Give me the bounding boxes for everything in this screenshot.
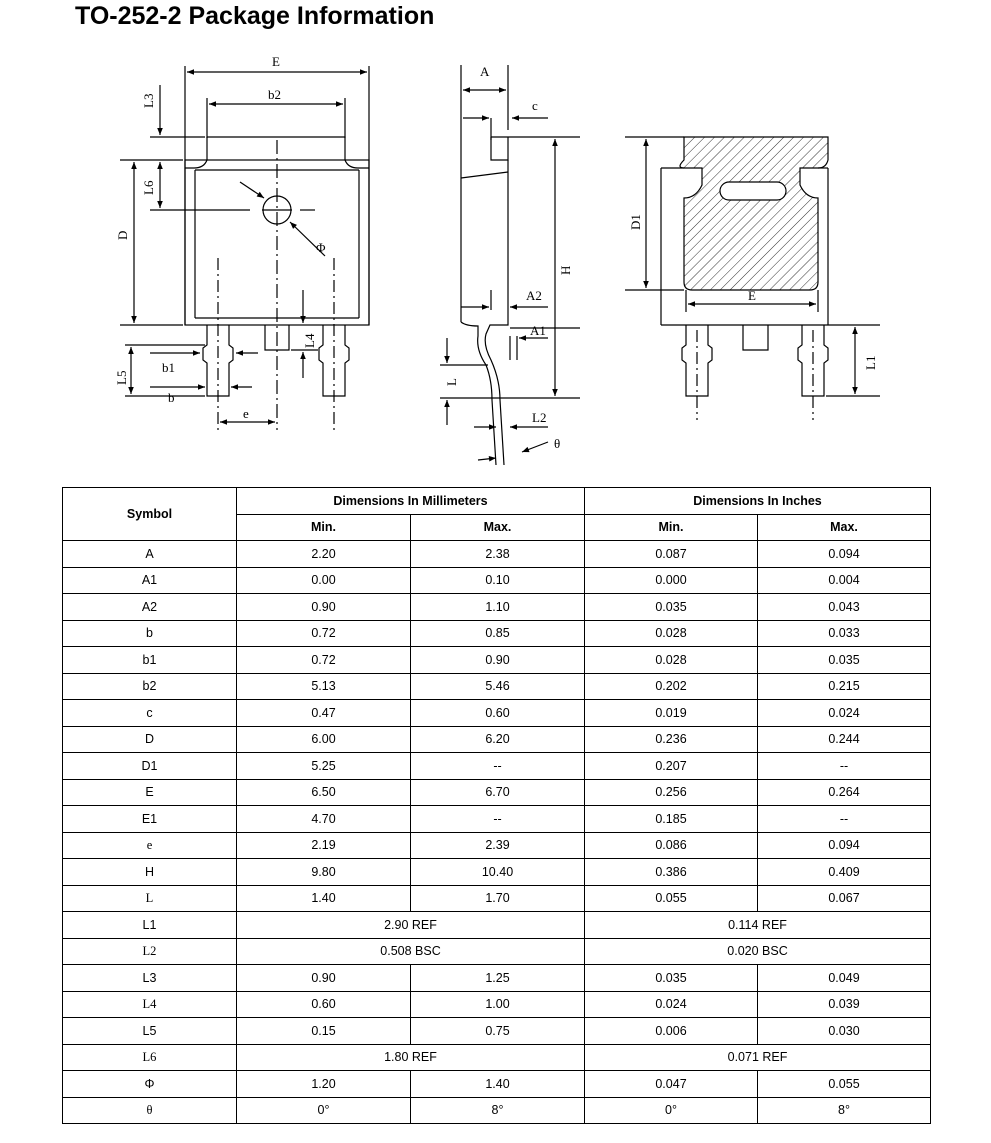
table-row [63,832,931,859]
cell-symbol: H [63,859,237,886]
header-millimeters: Dimensions In Millimeters [237,488,585,515]
cell-symbol: L4 [63,991,237,1018]
cell-symbol: b1 [63,647,237,674]
cell-symbol: b [63,620,237,647]
label-D1: D1 [628,214,643,230]
cell-in-min: 0.028 [585,620,758,647]
cell-mm-min: 0.90 [237,965,411,992]
table-row [63,594,931,621]
cell-symbol: L3 [63,965,237,992]
header-in-max: Max. [758,514,931,541]
label-L2: L2 [532,410,547,425]
label-L: L [444,378,459,386]
bottom-view [625,137,880,420]
side-view [440,65,580,465]
cell-mm-max: 2.39 [411,832,585,859]
label-A2: A2 [526,288,542,303]
cell-symbol: L2 [63,938,237,965]
cell-in-min: 0.202 [585,673,758,700]
cell-mm-max: 1.10 [411,594,585,621]
cell-mm-max: 10.40 [411,859,585,886]
cell-symbol: L [63,885,237,912]
cell-in-min: 0.035 [585,594,758,621]
table-row [63,885,931,912]
cell-mm-max: -- [411,753,585,780]
cell-in-max: -- [758,753,931,780]
cell-mm-max: 1.25 [411,965,585,992]
cell-mm-max: 1.40 [411,1071,585,1098]
cell-mm-max: 0.85 [411,620,585,647]
cell-in-min: 0° [585,1097,758,1124]
label-E: E [272,54,280,69]
cell-in-max: 0.409 [758,859,931,886]
cell-in-max: 0.244 [758,726,931,753]
cell-mm-max: -- [411,806,585,833]
package-outline-drawing [0,0,991,470]
cell-symbol: Φ [63,1071,237,1098]
table-row [63,965,931,992]
label-L6: L6 [141,180,156,195]
label-c: c [532,98,538,113]
label-A: A [480,64,490,79]
cell-mm-min: 1.40 [237,885,411,912]
cell-in-min: 0.086 [585,832,758,859]
cell-mm-max: 6.70 [411,779,585,806]
table-row [63,912,931,939]
label-L4: L4 [302,333,317,348]
label-A1: A1 [530,323,546,338]
label-b2: b2 [268,87,281,102]
table-row [63,1071,931,1098]
cell-symbol: e [63,832,237,859]
cell-in-min: 0.047 [585,1071,758,1098]
cell-in-max: 0.024 [758,700,931,727]
cell-mm-max: 1.70 [411,885,585,912]
cell-symbol: b2 [63,673,237,700]
cell-in-min: 0.386 [585,859,758,886]
cell-mm-max: 8° [411,1097,585,1124]
cell-in-min: 0.019 [585,700,758,727]
cell-mm-max: 5.46 [411,673,585,700]
cell-mm-min: 0.60 [237,991,411,1018]
table-row [63,620,931,647]
cell-in-max: 0.055 [758,1071,931,1098]
cell-mm-max: 6.20 [411,726,585,753]
cell-mm-min: 6.50 [237,779,411,806]
cell-mm-min: 0.00 [237,567,411,594]
cell-mm-ref: 0.508 BSC [237,938,585,965]
cell-symbol: A2 [63,594,237,621]
cell-in-max: 0.043 [758,594,931,621]
cell-in-max: 0.049 [758,965,931,992]
page-title: TO-252-2 Package Information [75,2,435,30]
cell-mm-min: 2.20 [237,541,411,568]
cell-in-min: 0.024 [585,991,758,1018]
cell-in-max: 0.067 [758,885,931,912]
cell-in-max: 0.033 [758,620,931,647]
table-row [63,938,931,965]
table-row [63,991,931,1018]
cell-mm-min: 5.13 [237,673,411,700]
cell-mm-min: 9.80 [237,859,411,886]
table-row [63,567,931,594]
cell-mm-max: 0.90 [411,647,585,674]
cell-symbol: θ [63,1097,237,1124]
label-theta: θ [554,436,561,451]
cell-in-ref: 0.114 REF [585,912,931,939]
cell-in-max: 0.264 [758,779,931,806]
cell-in-min: 0.035 [585,965,758,992]
cell-symbol: c [63,700,237,727]
label-e: e [243,406,249,421]
header-mm-min: Min. [237,514,411,541]
cell-in-min: 0.185 [585,806,758,833]
cell-symbol: D1 [63,753,237,780]
label-L1: L1 [863,355,878,370]
cell-mm-min: 0.72 [237,647,411,674]
top-view [120,66,369,430]
cell-in-min: 0.055 [585,885,758,912]
table-row [63,541,931,568]
label-L5: L5 [114,370,129,385]
cell-mm-min: 6.00 [237,726,411,753]
cell-in-max: 0.004 [758,567,931,594]
table-row [63,859,931,886]
table-row [63,1018,931,1045]
label-D: D [115,230,130,240]
cell-mm-min: 1.20 [237,1071,411,1098]
cell-mm-max: 0.60 [411,700,585,727]
cell-in-min: 0.006 [585,1018,758,1045]
label-b1: b1 [162,360,175,375]
cell-mm-min: 0.47 [237,700,411,727]
cell-mm-ref: 2.90 REF [237,912,585,939]
cell-in-max: 0.094 [758,541,931,568]
cell-mm-max: 1.00 [411,991,585,1018]
cell-in-min: 0.256 [585,779,758,806]
cell-symbol: A1 [63,567,237,594]
cell-mm-min: 0° [237,1097,411,1124]
dimensions-table [62,487,931,1124]
cell-mm-min: 0.72 [237,620,411,647]
table-row [63,779,931,806]
table-header-row [63,488,931,515]
cell-in-max: 0.030 [758,1018,931,1045]
cell-in-min: 0.207 [585,753,758,780]
cell-in-max: -- [758,806,931,833]
table-row [63,726,931,753]
header-inches: Dimensions In Inches [585,488,931,515]
cell-symbol: A [63,541,237,568]
cell-mm-min: 4.70 [237,806,411,833]
table-row [63,673,931,700]
cell-in-ref: 0.071 REF [585,1044,931,1071]
label-b: b [168,390,175,405]
cell-in-max: 0.215 [758,673,931,700]
cell-symbol: L1 [63,912,237,939]
cell-mm-max: 2.38 [411,541,585,568]
label-H: H [558,265,573,275]
cell-in-max: 0.094 [758,832,931,859]
table-row [63,806,931,833]
cell-symbol: L5 [63,1018,237,1045]
header-symbol: Symbol [63,488,237,541]
cell-in-min: 0.087 [585,541,758,568]
cell-symbol: L6 [63,1044,237,1071]
cell-in-max: 8° [758,1097,931,1124]
label-E-bottom: E [748,288,756,303]
table-row [63,1097,931,1124]
cell-mm-max: 0.75 [411,1018,585,1045]
cell-mm-min: 0.90 [237,594,411,621]
cell-mm-min: 0.15 [237,1018,411,1045]
cell-in-ref: 0.020 BSC [585,938,931,965]
label-phi: Φ [316,240,326,255]
cell-symbol: E [63,779,237,806]
cell-mm-max: 0.10 [411,567,585,594]
cell-mm-ref: 1.80 REF [237,1044,585,1071]
cell-mm-min: 5.25 [237,753,411,780]
cell-symbol: D [63,726,237,753]
cell-in-max: 0.039 [758,991,931,1018]
table-row [63,753,931,780]
cell-mm-min: 2.19 [237,832,411,859]
table-body [63,541,931,1124]
cell-in-min: 0.000 [585,567,758,594]
top-view-labels [114,54,326,421]
header-in-min: Min. [585,514,758,541]
cell-in-min: 0.028 [585,647,758,674]
label-L3: L3 [141,93,156,108]
table-row [63,700,931,727]
table-row [63,1044,931,1071]
cell-in-min: 0.236 [585,726,758,753]
cell-in-max: 0.035 [758,647,931,674]
cell-symbol: E1 [63,806,237,833]
header-mm-max: Max. [411,514,585,541]
table-row [63,647,931,674]
